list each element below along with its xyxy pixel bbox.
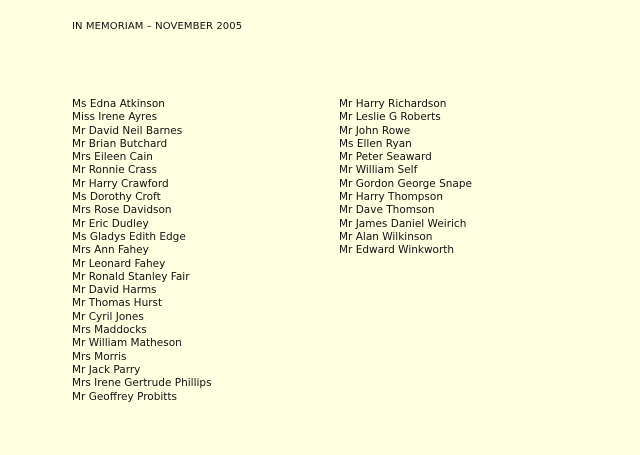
name-item: Mr Jack Parry <box>72 363 141 376</box>
name-item: Mr Harry Thompson <box>339 191 443 204</box>
name-item: Mr Cyril Jones <box>72 310 144 323</box>
name-item: Mrs Eileen Cain <box>72 151 153 164</box>
name-item: Mr Ronnie Crass <box>72 164 158 177</box>
name-item: Mrs Maddocks <box>72 324 147 337</box>
names-list-left <box>72 98 212 404</box>
name-item: Mr Thomas Hurst <box>72 297 163 310</box>
name-item: Mr Eric Dudley <box>72 217 149 230</box>
name-item: Mr John Rowe <box>339 124 411 137</box>
name-item: Miss Irene Ayres <box>72 111 158 124</box>
name-item: Ms Dorothy Croft <box>72 191 161 204</box>
name-item: Ms Gladys Edith Edge <box>72 230 186 243</box>
name-item: Mr Ronald Stanley Fair <box>72 270 190 283</box>
name-item: Mr David Harms <box>72 284 157 297</box>
names-list-right <box>339 98 472 258</box>
name-item: Ms Ellen Ryan <box>339 137 412 150</box>
name-item: Mr Alan Wilkinson <box>339 230 433 243</box>
name-item: Mrs Irene Gertrude Phillips <box>72 377 212 390</box>
name-item: Mr Geoffrey Probitts <box>72 390 178 403</box>
name-item: Mr Dave Thomson <box>339 204 435 217</box>
name-item: Mr William Matheson <box>72 337 182 350</box>
page-title: IN MEMORIAM – NOVEMBER 2005 <box>72 21 243 32</box>
name-item: Mr William Self <box>339 164 418 177</box>
name-item: Mr Brian Butchard <box>72 137 168 150</box>
name-item: Mr James Daniel Weirich <box>339 217 467 230</box>
name-item: Mrs Rose Davidson <box>72 204 172 217</box>
name-item: Mrs Ann Fahey <box>72 244 149 257</box>
name-item: Mr Harry Crawford <box>72 177 169 190</box>
name-item: Mr Harry Richardson <box>339 98 447 110</box>
name-item: Mr Gordon George Snape <box>339 177 472 190</box>
name-item: Mr Leonard Fahey <box>72 257 166 270</box>
name-item: Ms Edna Atkinson <box>72 98 165 110</box>
name-item: Mr Edward Winkworth <box>339 244 455 257</box>
name-item: Mr David Neil Barnes <box>72 124 183 137</box>
name-item: Mr Leslie G Roberts <box>339 111 441 124</box>
name-item: Mr Peter Seaward <box>339 151 432 164</box>
name-item: Mrs Morris <box>72 350 127 363</box>
